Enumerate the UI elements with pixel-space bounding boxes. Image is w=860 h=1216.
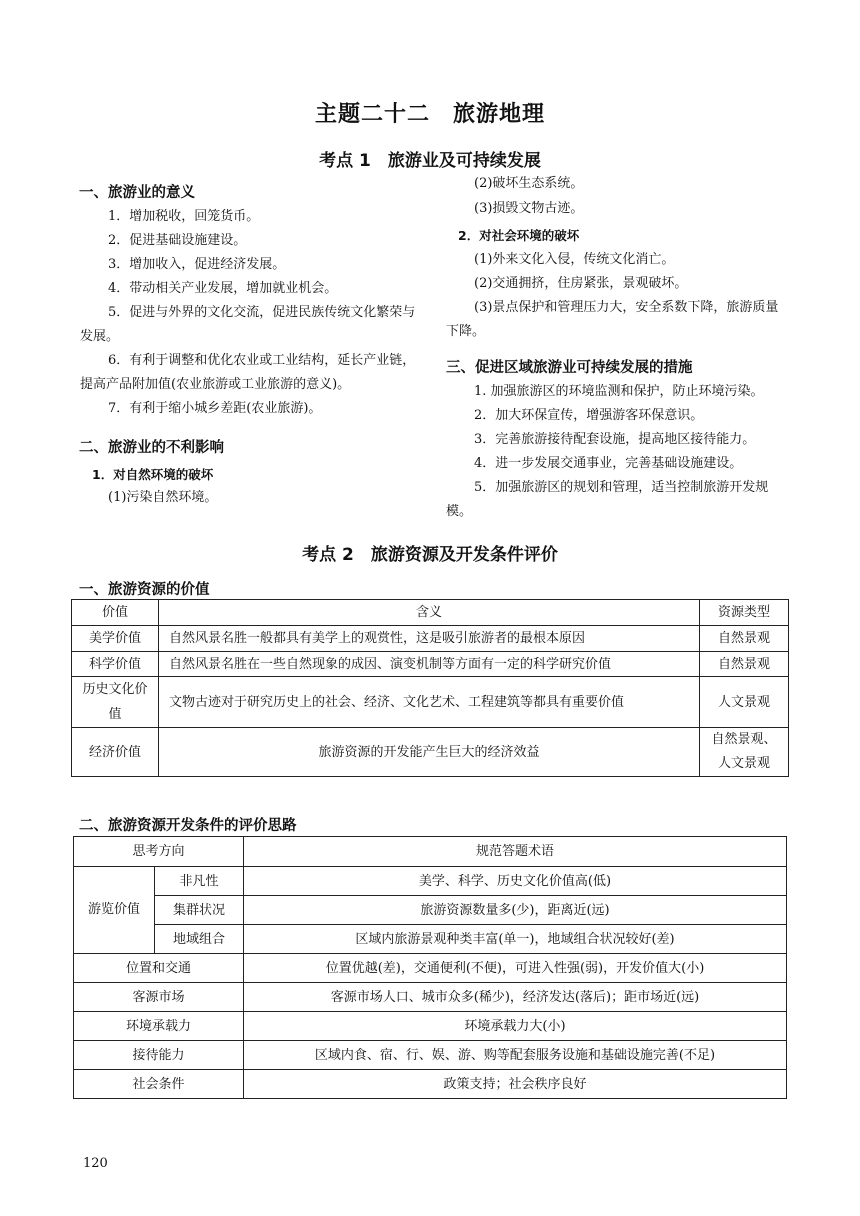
table-cell: 旅游资源数量多(少)，距离近(远) <box>244 896 787 925</box>
table-cell: 自然景观、人文景观 <box>700 728 789 777</box>
table-cell: 政策支持；社会秩序良好 <box>244 1070 787 1099</box>
table-header-cell: 含义 <box>159 600 700 626</box>
table-cell: 自然风景名胜在一些自然现象的成因、演变机制等方面有一定的科学研究价值 <box>159 652 700 677</box>
table-cell: 美学、科学、历史文化价值高(低) <box>244 867 787 896</box>
table-cell: 美学价值 <box>72 626 159 652</box>
table-cell: 文物古迹对于研究历史上的社会、经济、文化艺术、工程建筑等都具有重要价值 <box>159 677 700 728</box>
table-row <box>74 1041 787 1070</box>
resource-value-table <box>71 599 789 777</box>
list-item: 4．进一步发展交通事业，完善基础设施建设。 <box>474 456 743 471</box>
part1-list <box>80 205 420 421</box>
list-item: (1)污染自然环境。 <box>108 490 218 505</box>
table-row <box>74 983 787 1012</box>
list-item: (2)交通拥挤，住房紧张，景观破坏。 <box>474 276 688 291</box>
list-item: 5．促进与外界的文化交流，促进民族传统文化繁荣与发展。 <box>80 305 416 344</box>
part2-sub2-heading: 2．对社会环境的破坏 <box>458 228 580 243</box>
part2-sub1-heading: 1．对自然环境的破坏 <box>92 467 214 482</box>
table-group-cell: 游览价值 <box>74 867 155 954</box>
list-item: (3)损毁文物古迹。 <box>474 201 584 216</box>
table-cell: 区域内食、宿、行、娱、游、购等配套服务设施和基础设施完善(不足) <box>244 1041 787 1070</box>
part2-sub2-list <box>446 248 786 344</box>
list-item: 2．促进基础设施建设。 <box>108 233 247 248</box>
list-item: (3)景点保护和管理压力大，安全系数下降，旅游质量下降。 <box>446 300 779 339</box>
table-cell: 自然景观 <box>700 652 789 677</box>
table-header-cell: 资源类型 <box>700 600 789 626</box>
table2-heading: 二、旅游资源开发条件的评价思路 <box>79 818 297 834</box>
table-cell: 位置和交通 <box>74 954 244 983</box>
table-row <box>74 867 787 896</box>
part3-heading: 三、促进区域旅游业可持续发展的措施 <box>446 360 693 376</box>
part2-heading: 二、旅游业的不利影响 <box>79 440 224 456</box>
page-number: 120 <box>83 1156 108 1171</box>
table-cell: 旅游资源的开发能产生巨大的经济效益 <box>159 728 700 777</box>
table-cell: 自然风景名胜一般都具有美学上的观赏性，这是吸引旅游者的最根本原因 <box>159 626 700 652</box>
table-row <box>74 1012 787 1041</box>
table-cell: 非凡性 <box>155 867 244 896</box>
table-cell: 位置优越(差)，交通便利(不便)，可进入性强(弱)，开发价值大(小) <box>244 954 787 983</box>
table-cell: 社会条件 <box>74 1070 244 1099</box>
table-row <box>72 728 789 777</box>
part3-list <box>446 380 786 524</box>
table-row <box>72 626 789 652</box>
table-row <box>72 677 789 728</box>
table-cell: 区域内旅游景观种类丰富(单一)，地域组合状况较好(差) <box>244 925 787 954</box>
list-item: 6．有利于调整和优化农业或工业结构，延长产业链，提高产品附加值(农业旅游或工业旅游的意义)。 <box>80 353 416 392</box>
list-item: 3．增加收入，促进经济发展。 <box>108 257 286 272</box>
table-cell: 历史文化价值 <box>72 677 159 728</box>
table-row <box>72 652 789 677</box>
section-1-title: 考点 1 旅游业及可持续发展 <box>319 151 541 171</box>
table1-heading: 一、旅游资源的价值 <box>79 582 210 598</box>
list-item: 5．加强旅游区的规划和管理，适当控制旅游开发规模。 <box>446 480 769 519</box>
table-cell: 科学价值 <box>72 652 159 677</box>
table-cell: 环境承载力 <box>74 1012 244 1041</box>
table-cell: 自然景观 <box>700 626 789 652</box>
table-cell: 接待能力 <box>74 1041 244 1070</box>
list-item: 4．带动相关产业发展，增加就业机会。 <box>108 281 338 296</box>
table-row <box>74 925 787 954</box>
table-header-cell: 思考方向 <box>74 837 244 867</box>
table-cell: 客源市场人口、城市众多(稀少)，经济发达(落后)；距市场近(远) <box>244 983 787 1012</box>
list-item: 7．有利于缩小城乡差距(农业旅游)。 <box>108 401 322 416</box>
table-cell: 环境承载力大(小) <box>244 1012 787 1041</box>
evaluation-table <box>73 836 787 1099</box>
table-cell: 经济价值 <box>72 728 159 777</box>
list-item: 1. 加强旅游区的环境监测和保护，防止环境污染。 <box>474 384 764 399</box>
table-row <box>74 896 787 925</box>
list-item: 2．加大环保宣传，增强游客环保意识。 <box>474 408 704 423</box>
table-row <box>74 1070 787 1099</box>
table-cell: 地域组合 <box>155 925 244 954</box>
page-title: 主题二十二 旅游地理 <box>314 102 545 127</box>
table-row <box>74 954 787 983</box>
table-cell: 人文景观 <box>700 677 789 728</box>
table-header-row <box>74 837 787 867</box>
table-cell: 集群状况 <box>155 896 244 925</box>
list-item: 1．增加税收，回笼货币。 <box>108 209 260 224</box>
table-cell: 客源市场 <box>74 983 244 1012</box>
table-header-cell: 价值 <box>72 600 159 626</box>
table-header-row <box>72 600 789 626</box>
list-item: (2)破坏生态系统。 <box>474 176 584 191</box>
table-header-cell: 规范答题术语 <box>244 837 787 867</box>
list-item: 3．完善旅游接待配套设施，提高地区接待能力。 <box>474 432 756 447</box>
section-2-title: 考点 2 旅游资源及开发条件评价 <box>302 545 558 565</box>
list-item: (1)外来文化入侵，传统文化消亡。 <box>474 252 675 267</box>
part1-heading: 一、旅游业的意义 <box>79 185 195 201</box>
